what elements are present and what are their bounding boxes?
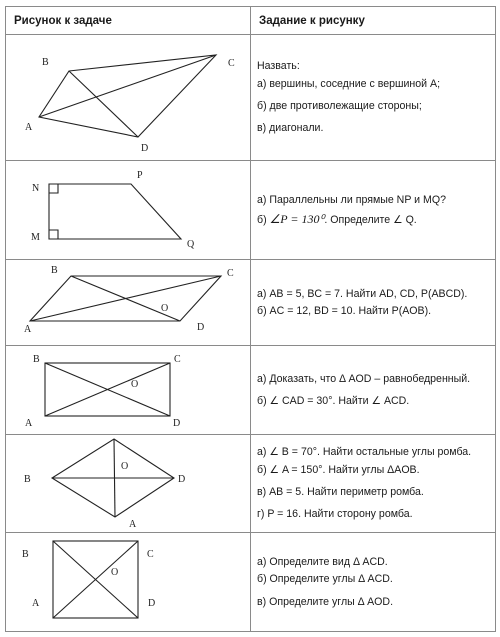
task-cell <box>251 35 496 161</box>
task-line: Назвать: <box>257 60 300 73</box>
task-line: а) вершины, соседние с вершиной А; <box>257 77 441 90</box>
task-line: б) ∠ CAD = 30°. Найти ∠ ACD. <box>257 395 410 407</box>
figure-cell <box>6 435 251 533</box>
vertex-label-q: Q <box>187 239 195 250</box>
center-label-o: O <box>121 461 129 472</box>
angle-p-expression: ∠P = 130⁰ <box>269 211 325 226</box>
vertex-label-d: D <box>141 143 149 154</box>
table-row <box>6 435 496 533</box>
center-label-o: O <box>111 567 119 578</box>
task-line: а) AB = 5, BC = 7. Найти AD, CD, P(ABCD). <box>257 287 468 300</box>
task-line: б) Определите углы Δ ACD. <box>257 573 393 586</box>
quadrilateral-outline <box>39 55 216 137</box>
figure-cell <box>6 260 251 346</box>
task-line: б) две противолежащие стороны; <box>257 100 422 112</box>
parallelogram-figure <box>6 260 249 345</box>
task-line: г) P = 16. Найти сторону ромба. <box>257 508 413 521</box>
vertex-label-a: A <box>129 519 137 530</box>
task-line: а) Определите вид Δ ACD. <box>257 556 388 569</box>
vertex-label-a: A <box>25 418 33 429</box>
vertex-label-b: B <box>22 549 29 560</box>
task-line: а) Параллельны ли прямые NP и MQ? <box>257 194 446 207</box>
table-row <box>6 35 496 161</box>
trapezoid-figure <box>6 161 249 259</box>
task-line: а) Доказать, что Δ AOD – равнобедренный. <box>257 372 471 385</box>
vertex-label-d: D <box>148 598 156 609</box>
center-label-o: O <box>161 303 169 314</box>
vertex-label-d: D <box>197 322 205 333</box>
right-angle-mark-m <box>49 230 58 239</box>
task-line: в) диагонали. <box>257 122 324 135</box>
vertex-label-a: A <box>24 324 32 335</box>
diagonal-bd <box>71 276 180 321</box>
vertex-label-m: M <box>31 232 40 243</box>
vertex-label-p: P <box>137 170 143 181</box>
vertex-label-c: C <box>227 268 234 279</box>
vertex-label-a: A <box>32 598 40 609</box>
task-line: в) Определите углы Δ AOD. <box>257 595 394 608</box>
vertex-label-b: B <box>42 57 49 68</box>
task-line: б) AC = 12, BD = 10. Найти P(AOB). <box>257 305 432 317</box>
task-line: б) ∠ A = 150°. Найти углы ΔAOB. <box>257 463 420 476</box>
vertex-label-d: D <box>173 418 181 429</box>
task-table <box>5 6 496 632</box>
vertex-label-c: C <box>147 549 154 560</box>
vertex-label-d: D <box>178 474 186 485</box>
table-row <box>6 260 496 346</box>
center-label-o: O <box>131 379 139 390</box>
task-cell <box>251 435 496 533</box>
figure-cell <box>6 161 251 260</box>
vertex-label-b: B <box>51 265 58 276</box>
task-cell <box>251 260 496 346</box>
table-header-row <box>6 7 496 35</box>
task-cell <box>251 161 496 260</box>
figure-cell <box>6 533 251 632</box>
quadrilateral-figure <box>6 35 249 160</box>
task-line: в) AB = 5. Найти периметр ромба. <box>257 486 424 498</box>
rhombus-figure <box>6 435 249 532</box>
diagonal-bd <box>69 71 138 137</box>
figure-cell <box>6 35 251 161</box>
task-cell <box>251 346 496 435</box>
vertex-label-c: C <box>174 354 181 365</box>
header-task: Задание к рисунку <box>251 7 496 35</box>
table-row <box>6 346 496 435</box>
table-row <box>6 161 496 260</box>
header-figure: Рисунок к задаче <box>6 7 251 35</box>
task-line: а) ∠ B = 70°. Найти остальные углы ромба. <box>257 446 472 459</box>
trapezoid-outline <box>49 184 181 239</box>
rectangle-figure <box>6 346 249 434</box>
vertex-label-b: B <box>24 474 31 485</box>
vertex-label-n: N <box>32 183 40 194</box>
vertex-label-a: A <box>25 122 33 133</box>
figure-cell <box>6 346 251 435</box>
right-angle-mark-n <box>49 184 58 193</box>
square-figure <box>6 533 249 631</box>
vertex-label-b: B <box>33 354 40 365</box>
task-line: б) ∠P = 130⁰. Определите ∠ Q. <box>257 211 417 226</box>
table-row <box>6 533 496 632</box>
vertex-label-c: C <box>228 58 235 69</box>
task-cell <box>251 533 496 632</box>
